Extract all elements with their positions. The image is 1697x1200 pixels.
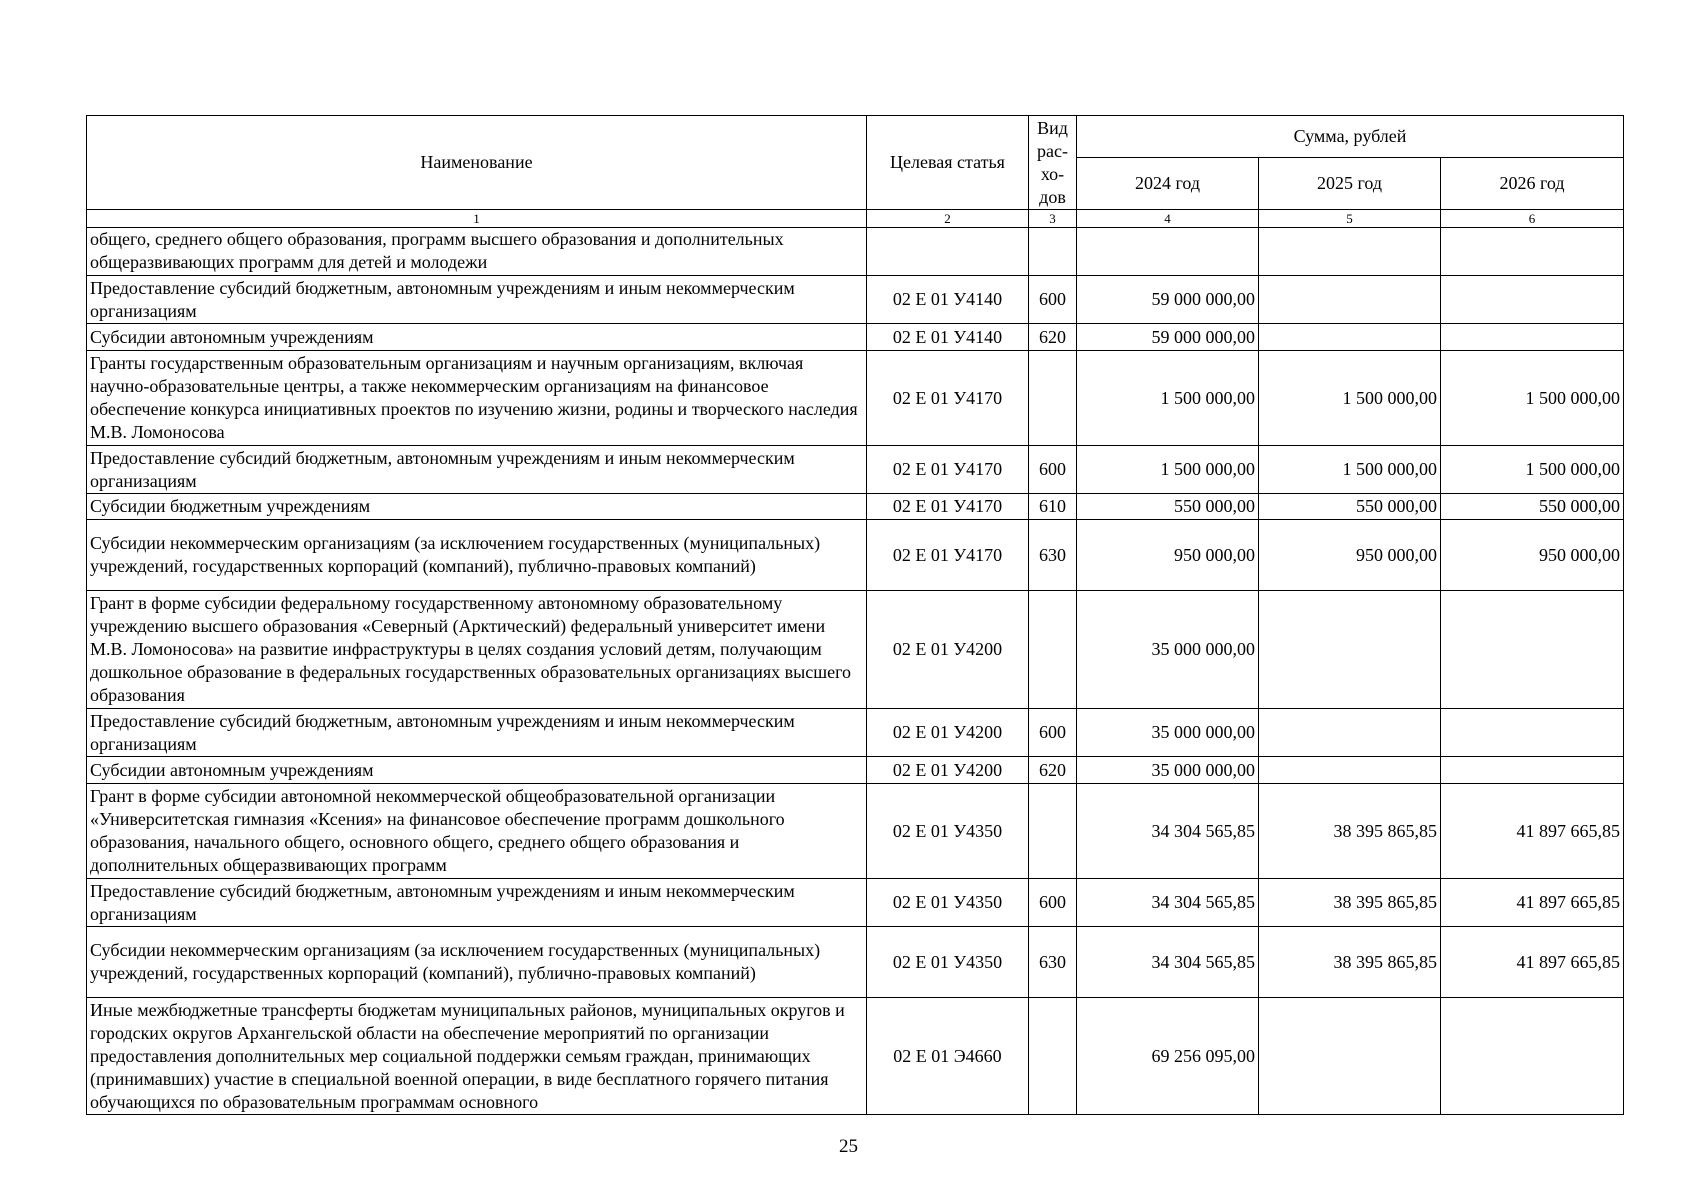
column-number: 4: [1077, 210, 1259, 228]
column-number: 6: [1441, 210, 1624, 228]
row-sum-2026: 550 000,00: [1441, 494, 1624, 520]
row-name: Предоставление субсидий бюджетным, автономным учреждениям и иным некоммерческим организациям: [87, 709, 867, 757]
row-sum-2025: 550 000,00: [1259, 494, 1441, 520]
table-row: [87, 324, 1624, 351]
table-row: [87, 879, 1624, 927]
header-sum: Сумма, рублей: [1077, 116, 1624, 158]
row-sum-2024: 59 000 000,00: [1077, 324, 1259, 351]
row-target-article: 02 Е 01 У4350: [867, 927, 1029, 998]
header-expense-type: Вид рас-хо-дов: [1029, 116, 1077, 210]
table-row: [87, 757, 1624, 784]
row-sum-2026: [1441, 709, 1624, 757]
row-name: Субсидии некоммерческим организациям (за исключением государственных (муниципальных) учреждений, государственных корпораций (компаний), публично-правовых компаний): [87, 927, 867, 998]
row-name: Предоставление субсидий бюджетным, автономным учреждениям и иным некоммерческим организациям: [87, 879, 867, 927]
row-sum-2025: [1259, 591, 1441, 709]
row-expense-type: [1029, 784, 1077, 879]
row-name: Предоставление субсидий бюджетным, автономным учреждениям и иным некоммерческим организациям: [87, 276, 867, 324]
row-target-article: 02 Е 01 У4200: [867, 757, 1029, 784]
row-sum-2026: 41 897 665,85: [1441, 927, 1624, 998]
row-expense-type: 600: [1029, 446, 1077, 494]
table-row: [87, 709, 1624, 757]
table-row: [87, 998, 1624, 1115]
row-target-article: 02 Е 01 У4140: [867, 276, 1029, 324]
row-sum-2025: 950 000,00: [1259, 520, 1441, 591]
column-number: 2: [867, 210, 1029, 228]
row-target-article: 02 Е 01 Э4660: [867, 998, 1029, 1115]
row-name: Предоставление субсидий бюджетным, автономным учреждениям и иным некоммерческим организациям: [87, 446, 867, 494]
row-target-article: 02 Е 01 У4140: [867, 324, 1029, 351]
row-sum-2026: [1441, 998, 1624, 1115]
row-sum-2024: 550 000,00: [1077, 494, 1259, 520]
table-row: [87, 927, 1624, 998]
row-sum-2025: [1259, 324, 1441, 351]
row-sum-2024: [1077, 228, 1259, 276]
row-sum-2024: 35 000 000,00: [1077, 757, 1259, 784]
row-name: Субсидии автономным учреждениям: [87, 757, 867, 784]
row-sum-2024: 35 000 000,00: [1077, 591, 1259, 709]
row-expense-type: [1029, 998, 1077, 1115]
row-sum-2025: 1 500 000,00: [1259, 351, 1441, 446]
row-sum-2026: 950 000,00: [1441, 520, 1624, 591]
row-name: общего, среднего общего образования, программ высшего образования и дополнительных общеразвивающих программ для детей и молодежи: [87, 228, 867, 276]
table-row: [87, 351, 1624, 446]
row-sum-2026: 41 897 665,85: [1441, 879, 1624, 927]
row-target-article: 02 Е 01 У4200: [867, 709, 1029, 757]
table-row: [87, 520, 1624, 591]
row-expense-type: 600: [1029, 879, 1077, 927]
table-row: [87, 446, 1624, 494]
row-expense-type: [1029, 591, 1077, 709]
row-sum-2025: 38 395 865,85: [1259, 879, 1441, 927]
row-sum-2025: 38 395 865,85: [1259, 927, 1441, 998]
row-expense-type: 600: [1029, 709, 1077, 757]
row-target-article: 02 Е 01 У4170: [867, 351, 1029, 446]
row-expense-type: [1029, 351, 1077, 446]
row-sum-2024: 69 256 095,00: [1077, 998, 1259, 1115]
row-sum-2024: 1 500 000,00: [1077, 446, 1259, 494]
row-sum-2025: 1 500 000,00: [1259, 446, 1441, 494]
row-sum-2025: [1259, 276, 1441, 324]
page-number: 25: [839, 1136, 858, 1157]
row-target-article: 02 Е 01 У4350: [867, 879, 1029, 927]
row-sum-2026: 41 897 665,85: [1441, 784, 1624, 879]
row-target-article: 02 Е 01 У4170: [867, 494, 1029, 520]
row-sum-2026: [1441, 276, 1624, 324]
header-year-2025: 2025 год: [1259, 158, 1441, 210]
row-sum-2025: [1259, 228, 1441, 276]
budget-table: [86, 115, 1624, 1115]
row-name: Грант в форме субсидии автономной некоммерческой общеобразовательной организации «Университетская гимназия «Ксения» на финансовое обеспечение программ дошкольного образования, начального общего, основного общего, среднего общего образования и дополнительных общеразвивающих программ: [87, 784, 867, 879]
row-sum-2024: 950 000,00: [1077, 520, 1259, 591]
row-sum-2024: 34 304 565,85: [1077, 927, 1259, 998]
column-number-row: [87, 210, 1624, 228]
row-target-article: 02 Е 01 У4200: [867, 591, 1029, 709]
table-row: [87, 228, 1624, 276]
row-sum-2026: [1441, 228, 1624, 276]
row-sum-2024: 35 000 000,00: [1077, 709, 1259, 757]
column-number: 5: [1259, 210, 1441, 228]
row-expense-type: 630: [1029, 927, 1077, 998]
table-row: [87, 276, 1624, 324]
row-expense-type: 610: [1029, 494, 1077, 520]
column-number: 1: [87, 210, 867, 228]
row-sum-2026: [1441, 591, 1624, 709]
row-sum-2024: 1 500 000,00: [1077, 351, 1259, 446]
row-name: Субсидии автономным учреждениям: [87, 324, 867, 351]
row-target-article: 02 Е 01 У4170: [867, 446, 1029, 494]
row-target-article: 02 Е 01 У4350: [867, 784, 1029, 879]
row-expense-type: 600: [1029, 276, 1077, 324]
header-year-2024: 2024 год: [1077, 158, 1259, 210]
header-name: Наименование: [87, 116, 867, 210]
table-row: [87, 591, 1624, 709]
row-name: Грант в форме субсидии федеральному государственному автономному образовательному учреждению высшего образования «Северный (Арктический) федеральный университет имени М.В. Ломоносова» на развитие инфраструктуры в целях создания условий детям, получающим дошкольное образование в федеральных государственных образовательных организациях высшего образования: [87, 591, 867, 709]
row-target-article: [867, 228, 1029, 276]
header-year-2026: 2026 год: [1441, 158, 1624, 210]
row-name: Гранты государственным образовательным организациям и научным организациям, включая научно-образовательные центры, а также некоммерческим организациям на финансовое обеспечение конкурса инициативных проектов по изучению жизни, родины и творческого наследия М.В. Ломоносова: [87, 351, 867, 446]
row-name: Субсидии некоммерческим организациям (за исключением государственных (муниципальных) учреждений, государственных корпораций (компаний), публично-правовых компаний): [87, 520, 867, 591]
row-expense-type: 620: [1029, 757, 1077, 784]
row-expense-type: 620: [1029, 324, 1077, 351]
row-sum-2024: 59 000 000,00: [1077, 276, 1259, 324]
row-sum-2025: [1259, 998, 1441, 1115]
row-sum-2025: [1259, 709, 1441, 757]
row-sum-2026: [1441, 757, 1624, 784]
header-target-article: Целевая статья: [867, 116, 1029, 210]
row-expense-type: 630: [1029, 520, 1077, 591]
row-sum-2026: 1 500 000,00: [1441, 446, 1624, 494]
row-sum-2024: 34 304 565,85: [1077, 879, 1259, 927]
row-sum-2025: [1259, 757, 1441, 784]
row-expense-type: [1029, 228, 1077, 276]
column-number: 3: [1029, 210, 1077, 228]
row-name: Иные межбюджетные трансферты бюджетам муниципальных районов, муниципальных округов и городских округов Архангельской области на обеспечение мероприятий по организации предоставления дополнительных мер социальной поддержки семьям граждан, принимающих (принимавших) участие в специальной военной операции, в виде бесплатного горячего питания обучающихся по образовательным программам основного: [87, 998, 867, 1115]
row-sum-2024: 34 304 565,85: [1077, 784, 1259, 879]
table-row: [87, 494, 1624, 520]
row-sum-2025: 38 395 865,85: [1259, 784, 1441, 879]
row-sum-2026: [1441, 324, 1624, 351]
row-sum-2026: 1 500 000,00: [1441, 351, 1624, 446]
table-row: [87, 784, 1624, 879]
row-name: Субсидии бюджетным учреждениям: [87, 494, 867, 520]
row-target-article: 02 Е 01 У4170: [867, 520, 1029, 591]
